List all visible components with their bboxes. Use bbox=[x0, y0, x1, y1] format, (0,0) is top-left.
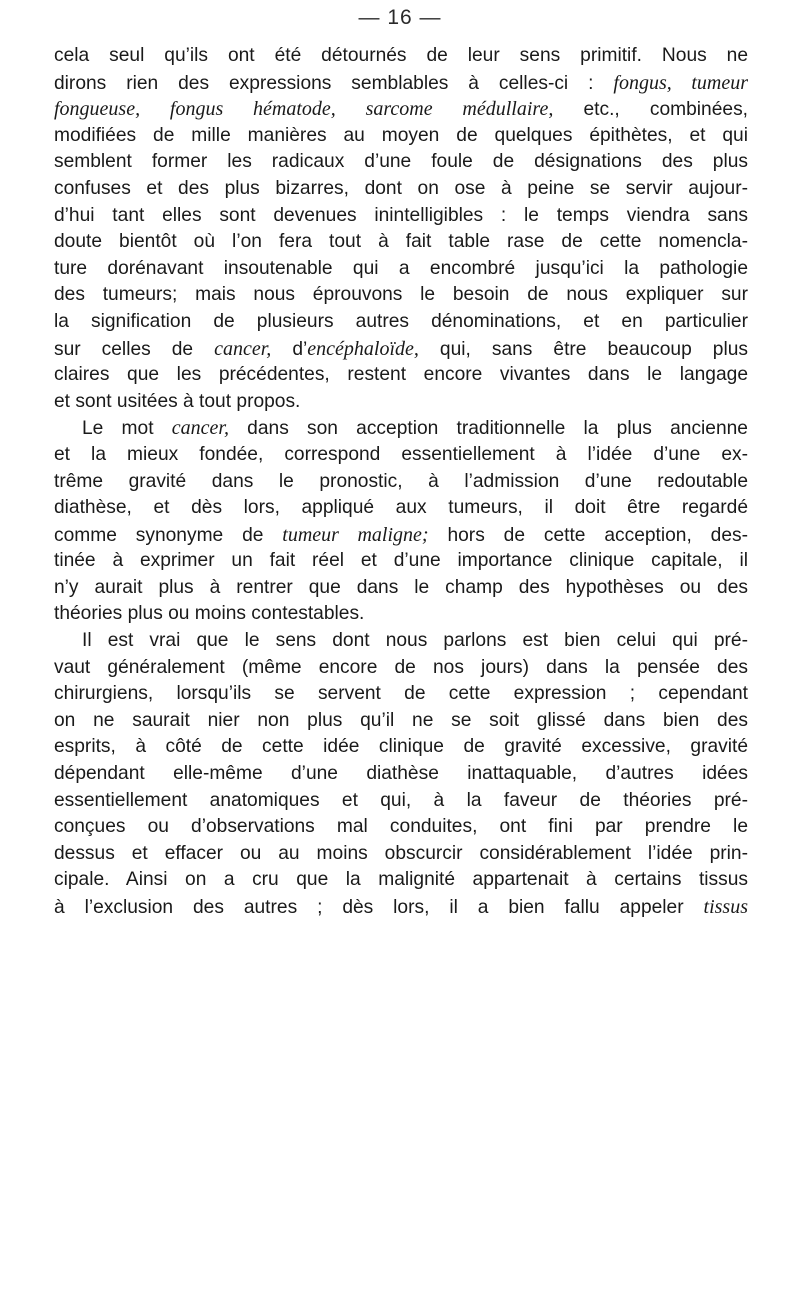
text-line bbox=[54, 229, 748, 256]
text-run: on ne saurait nier non plus qu’il ne se soit glissé dans bien des bbox=[54, 709, 748, 731]
text-run: et sont usitées à tout propos. bbox=[54, 390, 301, 412]
text-run: modifiées de mille manières au moyen de quelques épithètes, et qui bbox=[54, 124, 748, 146]
text-line bbox=[54, 43, 748, 70]
text-run: dépendant elle-même d’une diathèse inattaquable, d’autres idées bbox=[54, 763, 748, 785]
text-line bbox=[54, 123, 748, 150]
text-line bbox=[54, 203, 748, 230]
italic-term: tissus bbox=[703, 896, 748, 918]
text-run: ture dorénavant insoutenable qui a encombré jusqu’ici la pathologie bbox=[54, 257, 748, 279]
text-line bbox=[54, 814, 748, 841]
text-run: sur celles de bbox=[54, 338, 215, 360]
text-run: comme synonyme de bbox=[54, 524, 283, 546]
text-line bbox=[54, 734, 748, 761]
page-number: — 16 — bbox=[358, 6, 442, 29]
italic-term: encéphaloïde, bbox=[307, 337, 419, 360]
text-run: n’y aurait plus à rentrer que dans le champ des hypothèses ou des bbox=[54, 576, 748, 598]
text-line bbox=[54, 176, 748, 203]
text-run: cela seul qu’ils ont été détournés de leur sens primitif. Nous ne bbox=[54, 45, 748, 66]
text-line bbox=[54, 469, 748, 496]
text-line bbox=[54, 336, 748, 363]
text-line bbox=[54, 761, 748, 788]
text-run: tinée à exprimer un fait réel et d’une importance clinique capitale, il bbox=[54, 550, 748, 572]
text-run: dirons rien des expressions semblables à celles-ci : bbox=[54, 72, 614, 94]
italic-term: cancer, bbox=[214, 337, 272, 360]
text-run: vaut généralement (même encore de nos jours) dans la pensée des bbox=[54, 656, 748, 678]
text-line bbox=[54, 70, 748, 97]
text-line bbox=[54, 628, 748, 655]
text-run: la signification de plusieurs autres dénominations, et en particulier bbox=[54, 310, 748, 332]
text-run: essentiellement anatomiques et qui, à la faveur de théories pré- bbox=[54, 789, 748, 811]
text-run: dans son acception traditionnelle la plus ancienne bbox=[228, 418, 748, 440]
text-line bbox=[54, 548, 748, 575]
text-run: Il est vrai que le sens dont nous parlons est bien celui qui pré- bbox=[82, 630, 748, 652]
text-line bbox=[54, 575, 748, 602]
text-run: esprits, à côté de cette idée clinique de gravité excessive, gravité bbox=[54, 736, 748, 758]
text-run: d’hui tant elles sont devenues inintelligibles : le temps viendra sans bbox=[54, 204, 748, 226]
italic-term: fongus, tumeur bbox=[613, 71, 748, 94]
text-run: confuses et des plus bizarres, dont on ose à peine se servir aujour- bbox=[54, 177, 748, 199]
text-line bbox=[54, 389, 748, 416]
italic-term: tumeur maligne; bbox=[282, 523, 429, 546]
text-run: etc., combinées, bbox=[553, 99, 748, 121]
text-run: semblent former les radicaux d’une foule de désignations des plus bbox=[54, 151, 748, 173]
text-line bbox=[54, 362, 748, 389]
italic-term: cancer, bbox=[171, 417, 229, 440]
text-run: trême gravité dans le pronostic, à l’admission d’une redoutable bbox=[54, 470, 748, 492]
text-line bbox=[54, 442, 748, 469]
text-line bbox=[54, 522, 748, 549]
text-line bbox=[54, 495, 748, 522]
text-run: qui, sans être beaucoup plus bbox=[418, 338, 748, 360]
text-line bbox=[54, 256, 748, 283]
text-line bbox=[54, 282, 748, 309]
text-line bbox=[54, 681, 748, 708]
text-run: des tumeurs; mais nous éprouvons le besoin de nous expliquer sur bbox=[54, 284, 748, 306]
text-line bbox=[54, 788, 748, 815]
text-line bbox=[54, 601, 748, 628]
text-run: théories plus ou moins contestables. bbox=[54, 603, 365, 625]
text-run: Le mot bbox=[82, 418, 172, 440]
text-run: hors de cette acception, des- bbox=[428, 524, 748, 546]
text-run: et la mieux fondée, correspond essentiellement à l’idée d’une ex- bbox=[54, 443, 748, 465]
text-run: chirurgiens, lorsqu’ils se servent de cette expression ; cependant bbox=[54, 683, 748, 705]
text-run: à l’exclusion des autres ; dès lors, il a bien fallu appeler bbox=[54, 897, 704, 918]
text-run: doute bientôt où l’on fera tout à fait table rase de cette nomencla- bbox=[54, 231, 748, 253]
text-line bbox=[54, 708, 748, 735]
text-line bbox=[54, 149, 748, 176]
text-line bbox=[54, 894, 748, 921]
text-run: cipale. Ainsi on a cru que la malignité appartenait à certains tissus bbox=[54, 869, 748, 891]
text-run: dessus et effacer ou au moins obscurcir considérablement l’idée prin- bbox=[54, 842, 748, 864]
italic-term: fongueuse, fongus hématode, sarcome médullaire, bbox=[54, 98, 554, 121]
text-line bbox=[54, 867, 748, 894]
text-line bbox=[54, 655, 748, 682]
text-run: diathèse, et dès lors, appliqué aux tumeurs, il doit être regardé bbox=[54, 497, 748, 519]
text-run: d’ bbox=[271, 338, 308, 360]
body-text bbox=[54, 43, 748, 921]
text-run: conçues ou d’observations mal conduites, ont fini par prendre le bbox=[54, 816, 748, 838]
text-line bbox=[54, 96, 748, 123]
text-line bbox=[54, 415, 748, 442]
text-line bbox=[54, 309, 748, 336]
text-run: claires que les précédentes, restent encore vivantes dans le langage bbox=[54, 364, 748, 386]
text-line bbox=[54, 841, 748, 868]
